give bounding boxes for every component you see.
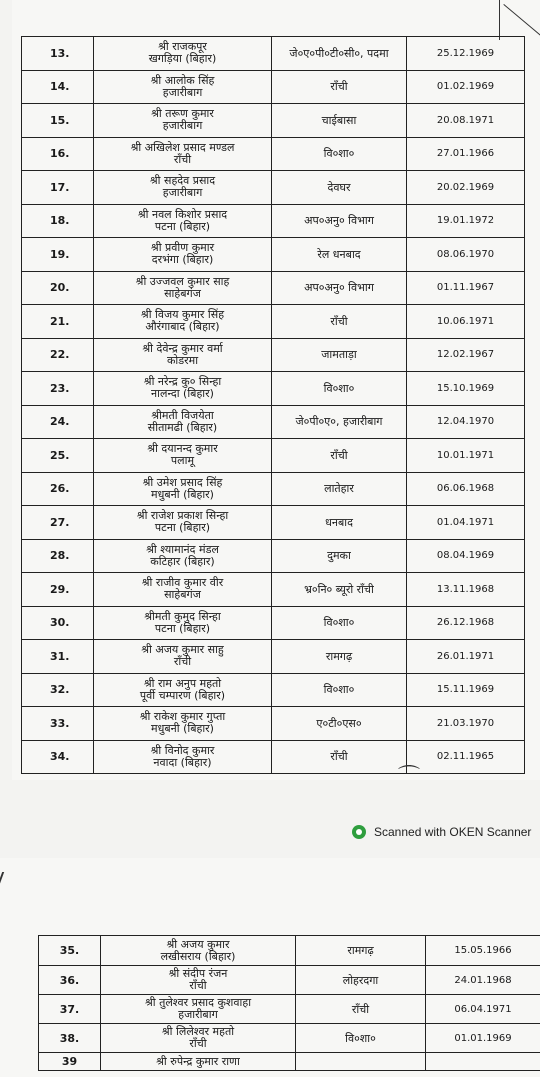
- officer-name: श्री तुलेश्वर प्रसाद कुशवाहा: [144, 996, 252, 1009]
- serial-number: 33.: [22, 707, 94, 740]
- home-district: पलामू: [170, 454, 195, 468]
- date-of-birth: 08.04.1969: [407, 540, 525, 573]
- home-district: पटना (बिहार): [154, 621, 211, 635]
- scanner-label: Scanned with OKEN Scanner: [374, 825, 532, 839]
- posting-place: जे०ए०पी०टी०सी०, पदमा: [272, 37, 407, 70]
- officer-name-cell: [94, 305, 272, 338]
- table-row: [22, 506, 525, 540]
- serial-number: 34.: [22, 741, 94, 774]
- serial-number: 15.: [22, 104, 94, 137]
- table-row: [22, 607, 525, 641]
- officer-name-cell: [94, 104, 272, 137]
- date-of-birth: 26.01.1971: [407, 640, 525, 673]
- date-of-birth: 20.02.1969: [407, 171, 525, 204]
- table-row: [22, 372, 525, 406]
- officer-name-cell: [94, 506, 272, 539]
- officer-name: श्री लिलेश्वर महतो: [161, 1025, 235, 1038]
- date-of-birth: 01.11.1967: [407, 272, 525, 305]
- table-row: [22, 272, 525, 306]
- officer-name: श्री राम अनुप महतो: [143, 676, 222, 690]
- officer-name: श्री श्यामानंद मंडल: [146, 542, 219, 556]
- serial-number: 19.: [22, 238, 94, 271]
- date-of-birth: 12.02.1967: [407, 339, 525, 372]
- officer-name: श्री दयानन्द कुमार: [147, 442, 218, 456]
- date-of-birth: 02.11.1965: [407, 741, 525, 774]
- home-district: राँची: [189, 979, 207, 992]
- table-row: [22, 138, 525, 172]
- officer-name: श्री अखिलेश प्रसाद मण्डल: [130, 140, 235, 154]
- officer-name: श्रीमती कुमुद सिन्हा: [144, 609, 221, 623]
- date-of-birth: [426, 1053, 540, 1070]
- posting-place: लोहरदगा: [296, 966, 426, 994]
- officer-name-cell: [94, 71, 272, 104]
- officer-name: श्री अजय कुमार साहु: [141, 643, 224, 657]
- serial-number: 26.: [22, 473, 94, 506]
- officer-name: श्री राजकपूर: [158, 40, 207, 54]
- home-district: कटिहार (बिहार): [150, 554, 215, 568]
- home-district: लखीसराय (बिहार): [160, 949, 236, 963]
- date-of-birth: 26.12.1968: [407, 607, 525, 640]
- date-of-birth: 13.11.1968: [407, 573, 525, 606]
- serial-number: 35.: [39, 936, 101, 965]
- officer-name: श्री राजीव कुमार वीर: [141, 576, 224, 590]
- serial-number: 28.: [22, 540, 94, 573]
- posting-place: दुमका: [272, 540, 407, 573]
- posting-place: देवघर: [272, 171, 407, 204]
- posting-place: वि०शा०: [272, 372, 407, 405]
- home-district: हजारीबाग: [162, 85, 203, 99]
- officer-name-cell: [94, 205, 272, 238]
- home-district: साहेबगंज: [164, 286, 201, 300]
- home-district: राँची: [173, 152, 192, 166]
- officer-name-cell: [94, 171, 272, 204]
- officer-name: श्री अजय कुमार: [166, 937, 230, 951]
- officers-table-1: [21, 36, 525, 774]
- serial-number: 30.: [22, 607, 94, 640]
- home-district: औरंगाबाद (बिहार): [145, 320, 220, 334]
- date-of-birth: 15.05.1966: [426, 936, 540, 965]
- posting-place: धनबाद: [272, 506, 407, 539]
- date-of-birth: 01.04.1971: [407, 506, 525, 539]
- officer-name: श्री संदीप रंजन: [168, 967, 228, 980]
- date-of-birth: 27.01.1966: [407, 138, 525, 171]
- officer-name-cell: [94, 741, 272, 774]
- table-row: [22, 473, 525, 507]
- date-of-birth: 01.02.1969: [407, 71, 525, 104]
- home-district: पटना (बिहार): [154, 219, 211, 233]
- officer-name-cell: [101, 1024, 296, 1052]
- serial-number: 27.: [22, 506, 94, 539]
- posting-place: जे०पी०ए०, हजारीबाग: [272, 406, 407, 439]
- home-district: सीतामढी (बिहार): [147, 420, 218, 434]
- officer-name-cell: [94, 372, 272, 405]
- table-row: [39, 966, 540, 995]
- officer-name-cell: [94, 674, 272, 707]
- officer-name-cell: [94, 339, 272, 372]
- table-row: [39, 936, 540, 966]
- page-corner-fold: [499, 0, 540, 40]
- home-district: हजारीबाग: [162, 119, 203, 133]
- home-district: मधुबनी (बिहार): [151, 722, 214, 736]
- posting-place: रामगढ़: [296, 936, 426, 965]
- officer-name-cell: [94, 540, 272, 573]
- date-of-birth: 06.06.1968: [407, 473, 525, 506]
- officer-name: श्री सहदेव प्रसाद: [149, 174, 216, 188]
- serial-number: 22.: [22, 339, 94, 372]
- table-row: [22, 406, 525, 440]
- home-district: हजारीबाग: [178, 1008, 218, 1021]
- posting-place: वि०शा०: [296, 1024, 426, 1052]
- date-of-birth: 19.01.1972: [407, 205, 525, 238]
- officer-name: श्री प्रवीण कुमार: [150, 241, 215, 255]
- home-district: नवादा (बिहार): [153, 755, 212, 769]
- officer-name: श्री तरूण कुमार: [151, 107, 214, 121]
- handwritten-mark: ⌒: [398, 765, 421, 790]
- officer-name-cell: [94, 573, 272, 606]
- serial-number: 31.: [22, 640, 94, 673]
- home-district: मधुबनी (बिहार): [151, 487, 214, 501]
- date-of-birth: 21.03.1970: [407, 707, 525, 740]
- serial-number: 13.: [22, 37, 94, 70]
- posting-place: अप०अनु० विभाग: [272, 205, 407, 238]
- date-of-birth: 20.08.1971: [407, 104, 525, 137]
- officer-name: श्री विजय कुमार सिंह: [140, 308, 225, 322]
- officer-name: श्री राजेश प्रकाश सिन्हा: [136, 509, 229, 523]
- officer-name: श्रीमती विजयेता: [151, 408, 214, 422]
- table-row: [22, 71, 525, 105]
- officer-name: श्री राकेश कुमार गुप्ता: [139, 710, 226, 724]
- officer-name-cell: [94, 406, 272, 439]
- serial-number: 36.: [39, 966, 101, 994]
- officer-name-cell: [101, 936, 296, 965]
- officer-name-cell: [101, 995, 296, 1023]
- date-of-birth: 08.06.1970: [407, 238, 525, 271]
- posting-place: वि०शा०: [272, 607, 407, 640]
- serial-number: 18.: [22, 205, 94, 238]
- table-row: [22, 640, 525, 674]
- serial-number: 16.: [22, 138, 94, 171]
- posting-place: अप०अनु० विभाग: [272, 272, 407, 305]
- table-row: [22, 305, 525, 339]
- serial-number: 21.: [22, 305, 94, 338]
- home-district: कोडरमा: [166, 353, 199, 367]
- officer-name-cell: [94, 238, 272, 271]
- date-of-birth: 01.01.1969: [426, 1024, 540, 1052]
- home-district: राँची: [189, 1037, 207, 1050]
- serial-number: 17.: [22, 171, 94, 204]
- serial-number: 38.: [39, 1024, 101, 1052]
- serial-number: 14.: [22, 71, 94, 104]
- officer-name-cell: [94, 138, 272, 171]
- table-row: [39, 995, 540, 1024]
- officer-name: श्री उज्जवल कुमार साह: [135, 274, 230, 288]
- officer-name-cell: [94, 439, 272, 472]
- posting-place: राँची: [272, 741, 407, 774]
- serial-number: 39: [39, 1053, 101, 1070]
- home-district: नालन्दा (बिहार): [151, 387, 214, 401]
- table-row: [22, 37, 525, 71]
- serial-number: 29.: [22, 573, 94, 606]
- officer-name: श्री रुपेन्द्र कुमार राणा: [156, 1054, 240, 1068]
- officer-name-cell: [94, 640, 272, 673]
- posting-place: ए०टी०एस०: [272, 707, 407, 740]
- table-row: [22, 439, 525, 473]
- posting-place: जामताड़ा: [272, 339, 407, 372]
- date-of-birth: 10.06.1971: [407, 305, 525, 338]
- date-of-birth: 25.12.1969: [407, 37, 525, 70]
- serial-number: 25.: [22, 439, 94, 472]
- home-district: राँची: [173, 655, 192, 669]
- officer-name-cell: [101, 1053, 296, 1070]
- officer-name-cell: [94, 37, 272, 70]
- serial-number: 24.: [22, 406, 94, 439]
- posting-place: राँची: [272, 439, 407, 472]
- officer-name-cell: [94, 272, 272, 305]
- posting-place: राँची: [296, 995, 426, 1023]
- officer-name: श्री विनोद कुमार: [150, 743, 215, 757]
- posting-place: राँची: [272, 305, 407, 338]
- posting-place: राँची: [272, 71, 407, 104]
- date-of-birth: 10.01.1971: [407, 439, 525, 472]
- date-of-birth: 12.04.1970: [407, 406, 525, 439]
- officer-name: श्री देवेन्द्र कुमार वर्मा: [142, 341, 223, 355]
- date-of-birth: 06.04.1971: [426, 995, 540, 1023]
- posting-place: [296, 1053, 426, 1070]
- home-district: साहेबगंज: [164, 588, 201, 602]
- officer-name-cell: [94, 707, 272, 740]
- table-row: [22, 104, 525, 138]
- table-row: [39, 1024, 540, 1053]
- table-row: [22, 238, 525, 272]
- posting-place: चाईबासा: [272, 104, 407, 137]
- home-district: पूर्वी चम्पारण (बिहार): [139, 688, 226, 702]
- table-row: [22, 339, 525, 373]
- officer-name-cell: [94, 473, 272, 506]
- table-row: [22, 674, 525, 708]
- serial-number: 32.: [22, 674, 94, 707]
- home-district: खगड़िया (बिहार): [148, 52, 217, 66]
- date-of-birth: 15.10.1969: [407, 372, 525, 405]
- officers-table-2: [38, 935, 540, 1071]
- serial-number: 20.: [22, 272, 94, 305]
- posting-place: रामगढ़: [272, 640, 407, 673]
- officer-name: श्री नवल किशोर प्रसाद: [137, 207, 228, 221]
- table-row: [22, 171, 525, 205]
- table-row: [22, 540, 525, 574]
- table-row: [22, 707, 525, 741]
- serial-number: 37.: [39, 995, 101, 1023]
- table-row: [39, 1053, 540, 1071]
- officer-name: श्री नरेन्द्र कु० सिन्हा: [143, 375, 222, 389]
- home-district: दरभंगा (बिहार): [151, 253, 214, 267]
- scanner-watermark: [352, 825, 531, 839]
- scanner-logo-icon: [352, 825, 366, 839]
- serial-number: 23.: [22, 372, 94, 405]
- posting-place: वि०शा०: [272, 138, 407, 171]
- posting-place: भ्र०नि० ब्यूरो राँची: [272, 573, 407, 606]
- posting-place: लातेहार: [272, 473, 407, 506]
- posting-place: वि०शा०: [272, 674, 407, 707]
- officer-name-cell: [101, 966, 296, 994]
- table-row: [22, 573, 525, 607]
- officer-name: श्री उमेश प्रसाद सिंह: [142, 475, 223, 489]
- home-district: हजारीबाग: [162, 186, 203, 200]
- table-row: [22, 741, 525, 775]
- officer-name: श्री आलोक सिंह: [150, 73, 215, 87]
- home-district: पटना (बिहार): [154, 521, 211, 535]
- table-row: [22, 205, 525, 239]
- date-of-birth: 24.01.1968: [426, 966, 540, 994]
- date-of-birth: 15.11.1969: [407, 674, 525, 707]
- posting-place: रेल धनबाद: [272, 238, 407, 271]
- officer-name-cell: [94, 607, 272, 640]
